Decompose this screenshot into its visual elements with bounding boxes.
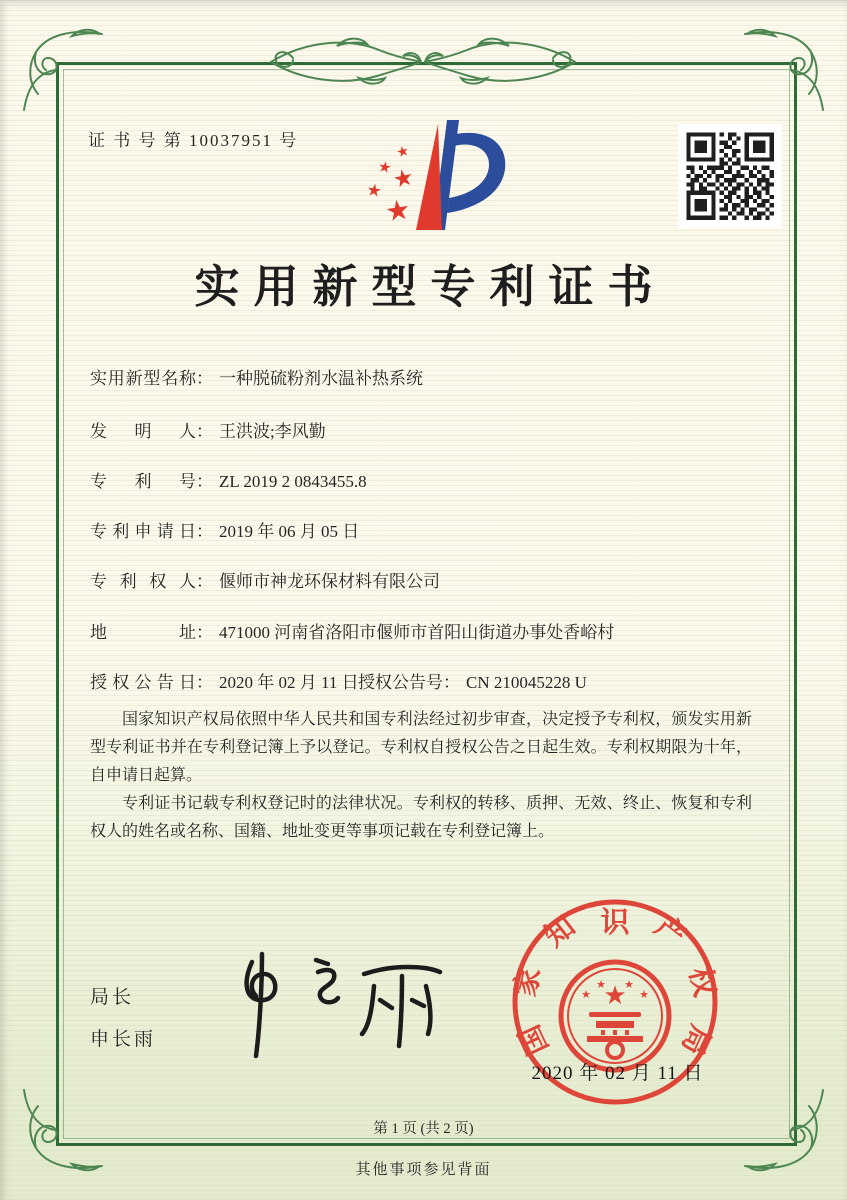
svg-text:★: ★	[603, 981, 627, 1011]
svg-text:★: ★	[596, 978, 606, 991]
field-row-patent-number	[90, 467, 787, 492]
svg-text:知: 知	[538, 910, 582, 954]
svg-text:局: 局	[675, 1019, 717, 1060]
svg-text:★: ★	[639, 988, 649, 1001]
svg-text:家: 家	[509, 964, 548, 1000]
field-label: 专利号	[90, 472, 196, 491]
field-row-utility-name	[90, 364, 787, 389]
field-colon: ：	[196, 422, 213, 441]
svg-text:★: ★	[394, 142, 412, 162]
field-colon: ：	[196, 369, 213, 388]
grant-publication-label: 授权公告号	[358, 673, 443, 692]
logo-red-wedge	[416, 124, 442, 230]
legal-paragraph-1: 国家知识产权局依照中华人民共和国专利法经过初步审查，决定授予专利权，颁发实用新型专利证书并在专利登记簿上予以登记。专利权自授权公告之日起生效。专利权期限为十年，自申请日起算。	[90, 711, 752, 784]
field-row-address	[90, 618, 787, 643]
svg-text:国: 国	[513, 1019, 555, 1060]
logo-stars	[365, 143, 416, 229]
field-label: 授权公告日	[90, 673, 196, 692]
field-label: 专利申请日	[90, 522, 196, 541]
cnipa-logo	[348, 112, 518, 238]
svg-text:★: ★	[365, 180, 384, 202]
corner-flourish-top-right	[737, 26, 829, 118]
officer-title: 局长	[90, 987, 135, 1008]
svg-text:★: ★	[624, 978, 634, 991]
top-center-flourish	[263, 30, 583, 94]
qr-code-svg	[680, 126, 780, 226]
svg-text:识: 识	[600, 907, 630, 939]
field-value-grant-date: 2020 年 02 月 11 日	[219, 673, 359, 692]
svg-text:★: ★	[390, 164, 417, 194]
field-value-patent-number: ZL 2019 2 0843455.8	[219, 472, 367, 491]
field-colon: ：	[196, 623, 213, 642]
field-value-address: 471000 河南省洛阳市偃师市首阳山街道办事处香峪村	[219, 623, 615, 642]
field-colon: ：	[196, 673, 213, 692]
field-row-filing-date	[90, 517, 787, 542]
legal-paragraph-2: 专利证书记载专利权登记时的法律状况。专利权的转移、质押、无效、终止、恢复和专利权人的姓名或名称、国籍、地址变更等事项记载在专利登记簿上。	[90, 795, 752, 840]
certificate-number: 证 书 号 第 10037951 号	[88, 131, 299, 150]
seal-date: 2020 年 02 月 11 日	[531, 1063, 704, 1084]
field-value-filing-date: 2019 年 06 月 05 日	[219, 522, 360, 541]
certificate-title: 实用新型专利证书	[194, 262, 667, 312]
page-number: 第 1 页 (共 2 页)	[373, 1121, 474, 1137]
field-label: 发明人	[90, 422, 196, 441]
svg-text:★: ★	[383, 192, 413, 229]
field-value-utility-name: 一种脱硫粉剂水温补热系统	[219, 369, 423, 388]
field-row-grant-date	[90, 668, 787, 693]
legal-text-block	[90, 706, 752, 846]
field-value-patentee: 偃师市神龙环保材料有限公司	[219, 572, 440, 591]
director-signature	[212, 942, 462, 1067]
field-value-inventors: 王洪波;李风勤	[219, 422, 326, 441]
field-colon: ：	[443, 673, 460, 692]
back-note: 其他事项参见背面	[355, 1162, 492, 1178]
field-colon: ：	[196, 572, 213, 591]
svg-text:★: ★	[376, 157, 394, 178]
svg-text:产: 产	[648, 910, 692, 954]
grant-publication-group	[358, 668, 587, 693]
qr-code	[678, 124, 782, 228]
field-row-patentee	[90, 567, 787, 592]
svg-text:★: ★	[581, 988, 591, 1001]
field-colon: ：	[196, 472, 213, 491]
grant-publication-value: CN 210045228 U	[466, 673, 587, 692]
field-label: 地址	[90, 623, 196, 642]
corner-flourish-top-left	[18, 26, 110, 118]
field-colon: ：	[196, 522, 213, 541]
field-label: 实用新型名称	[90, 369, 196, 388]
field-row-inventors	[90, 417, 787, 442]
svg-text:权: 权	[682, 964, 721, 1000]
officer-name: 申长雨	[90, 1029, 157, 1050]
field-label: 专利权人	[90, 572, 196, 591]
national-emblem	[561, 962, 669, 1070]
